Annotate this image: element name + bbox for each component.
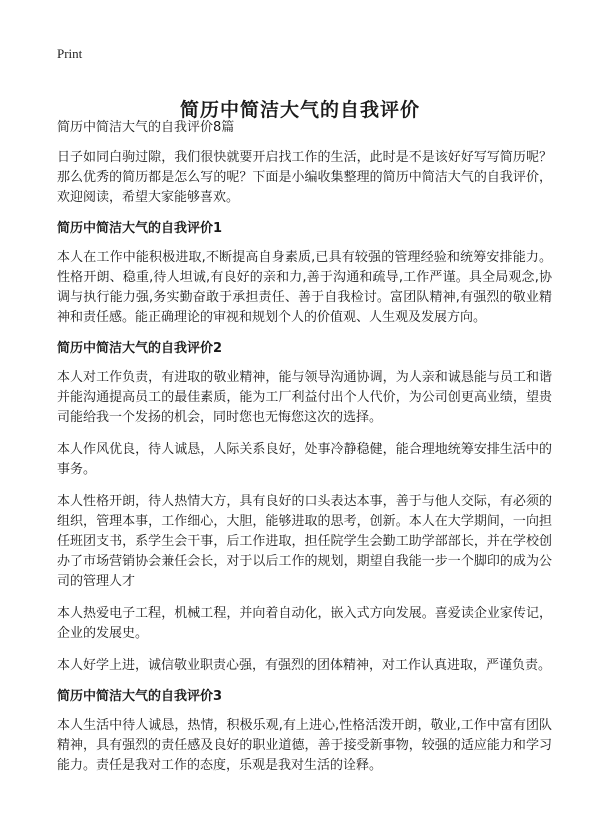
document-subtitle: 简历中简洁大气的自我评价8篇 [57,120,235,135]
document-body [57,118,552,788]
intro-paragraph: 日子如同白驹过隙，我们很快就要开启找工作的生活，此时是不是该好好写写简历呢？那么优秀的简历都是怎么写的呢？下面是小编收集整理的简历中简洁大气的自我评价，欢迎阅读，希望大家能够喜欢。 [57,150,552,205]
section-paragraph: 本人好学上进，诚信敬业职责心强，有强烈的团体精神，对工作认真进取，严谨负责。 [57,658,552,673]
print-link[interactable]: Print [57,46,83,61]
page-title: 简历中简洁大气的自我评价 [179,98,420,121]
section-paragraph: 本人作风优良，待人诚恳，人际关系良好，处事冷静稳健，能合理地统筹安排生活中的事务。 [57,442,552,477]
section-paragraph: 本人性格开朗，待人热情大方，具有良好的口头表达本事，善于与他人交际，有必须的组织，管理本事，工作细心，大胆，能够进取的思考，创新。本人在大学期间，一向担任班团支书，系学生会干事，后工作进取，担任院学生会勤工助学部部长，并在学校创办了市场营销协会兼任会长，对于以后工作的规划，期望自我能一步一个脚印的成为公司的管理人才 [57,494,552,589]
section-heading: 简历中简洁大气的自我评价1 [57,221,223,236]
section-heading: 简历中简洁大气的自我评价2 [57,341,223,356]
section-paragraph: 本人在工作中能积极进取,不断提高自身素质,已具有较强的管理经验和统筹安排能力。性格开朗、稳重,待人坦诚,有良好的亲和力,善于沟通和疏导,工作严谨。具全局观念,协调与执行能力强,务实勤奋敢于承担责任、善于自我检讨。富团队精神,有强烈的敬业精神和责任感。能正确理论的审视和规划个人的价值观、人生观及发展方向。 [57,250,552,325]
section-paragraph: 本人热爱电子工程，机械工程，并向着自动化，嵌入式方向发展。喜爱读企业家传记，企业的发展史。 [57,606,552,641]
section-heading: 简历中简洁大气的自我评价3 [57,689,223,704]
section-paragraph: 本人对工作负责，有进取的敬业精神，能与领导沟通协调，为人亲和诚恳能与员工和谐并能沟通提高员工的最佳素质，能为工厂利益付出个人代价，为公司创更高业绩，望贵司能给我一个发扬的机会，同时您也无悔您这次的选择。 [57,370,552,425]
section-paragraph: 本人生活中待人诚恳，热情，积极乐观,有上进心,性格活泼开朗，敬业,工作中富有团队精神，具有强烈的责任感及良好的职业道德，善于接受新事物，较强的适应能力和学习能力。责任是我对工作的态度，乐观是我对生活的诠释。 [57,718,552,773]
